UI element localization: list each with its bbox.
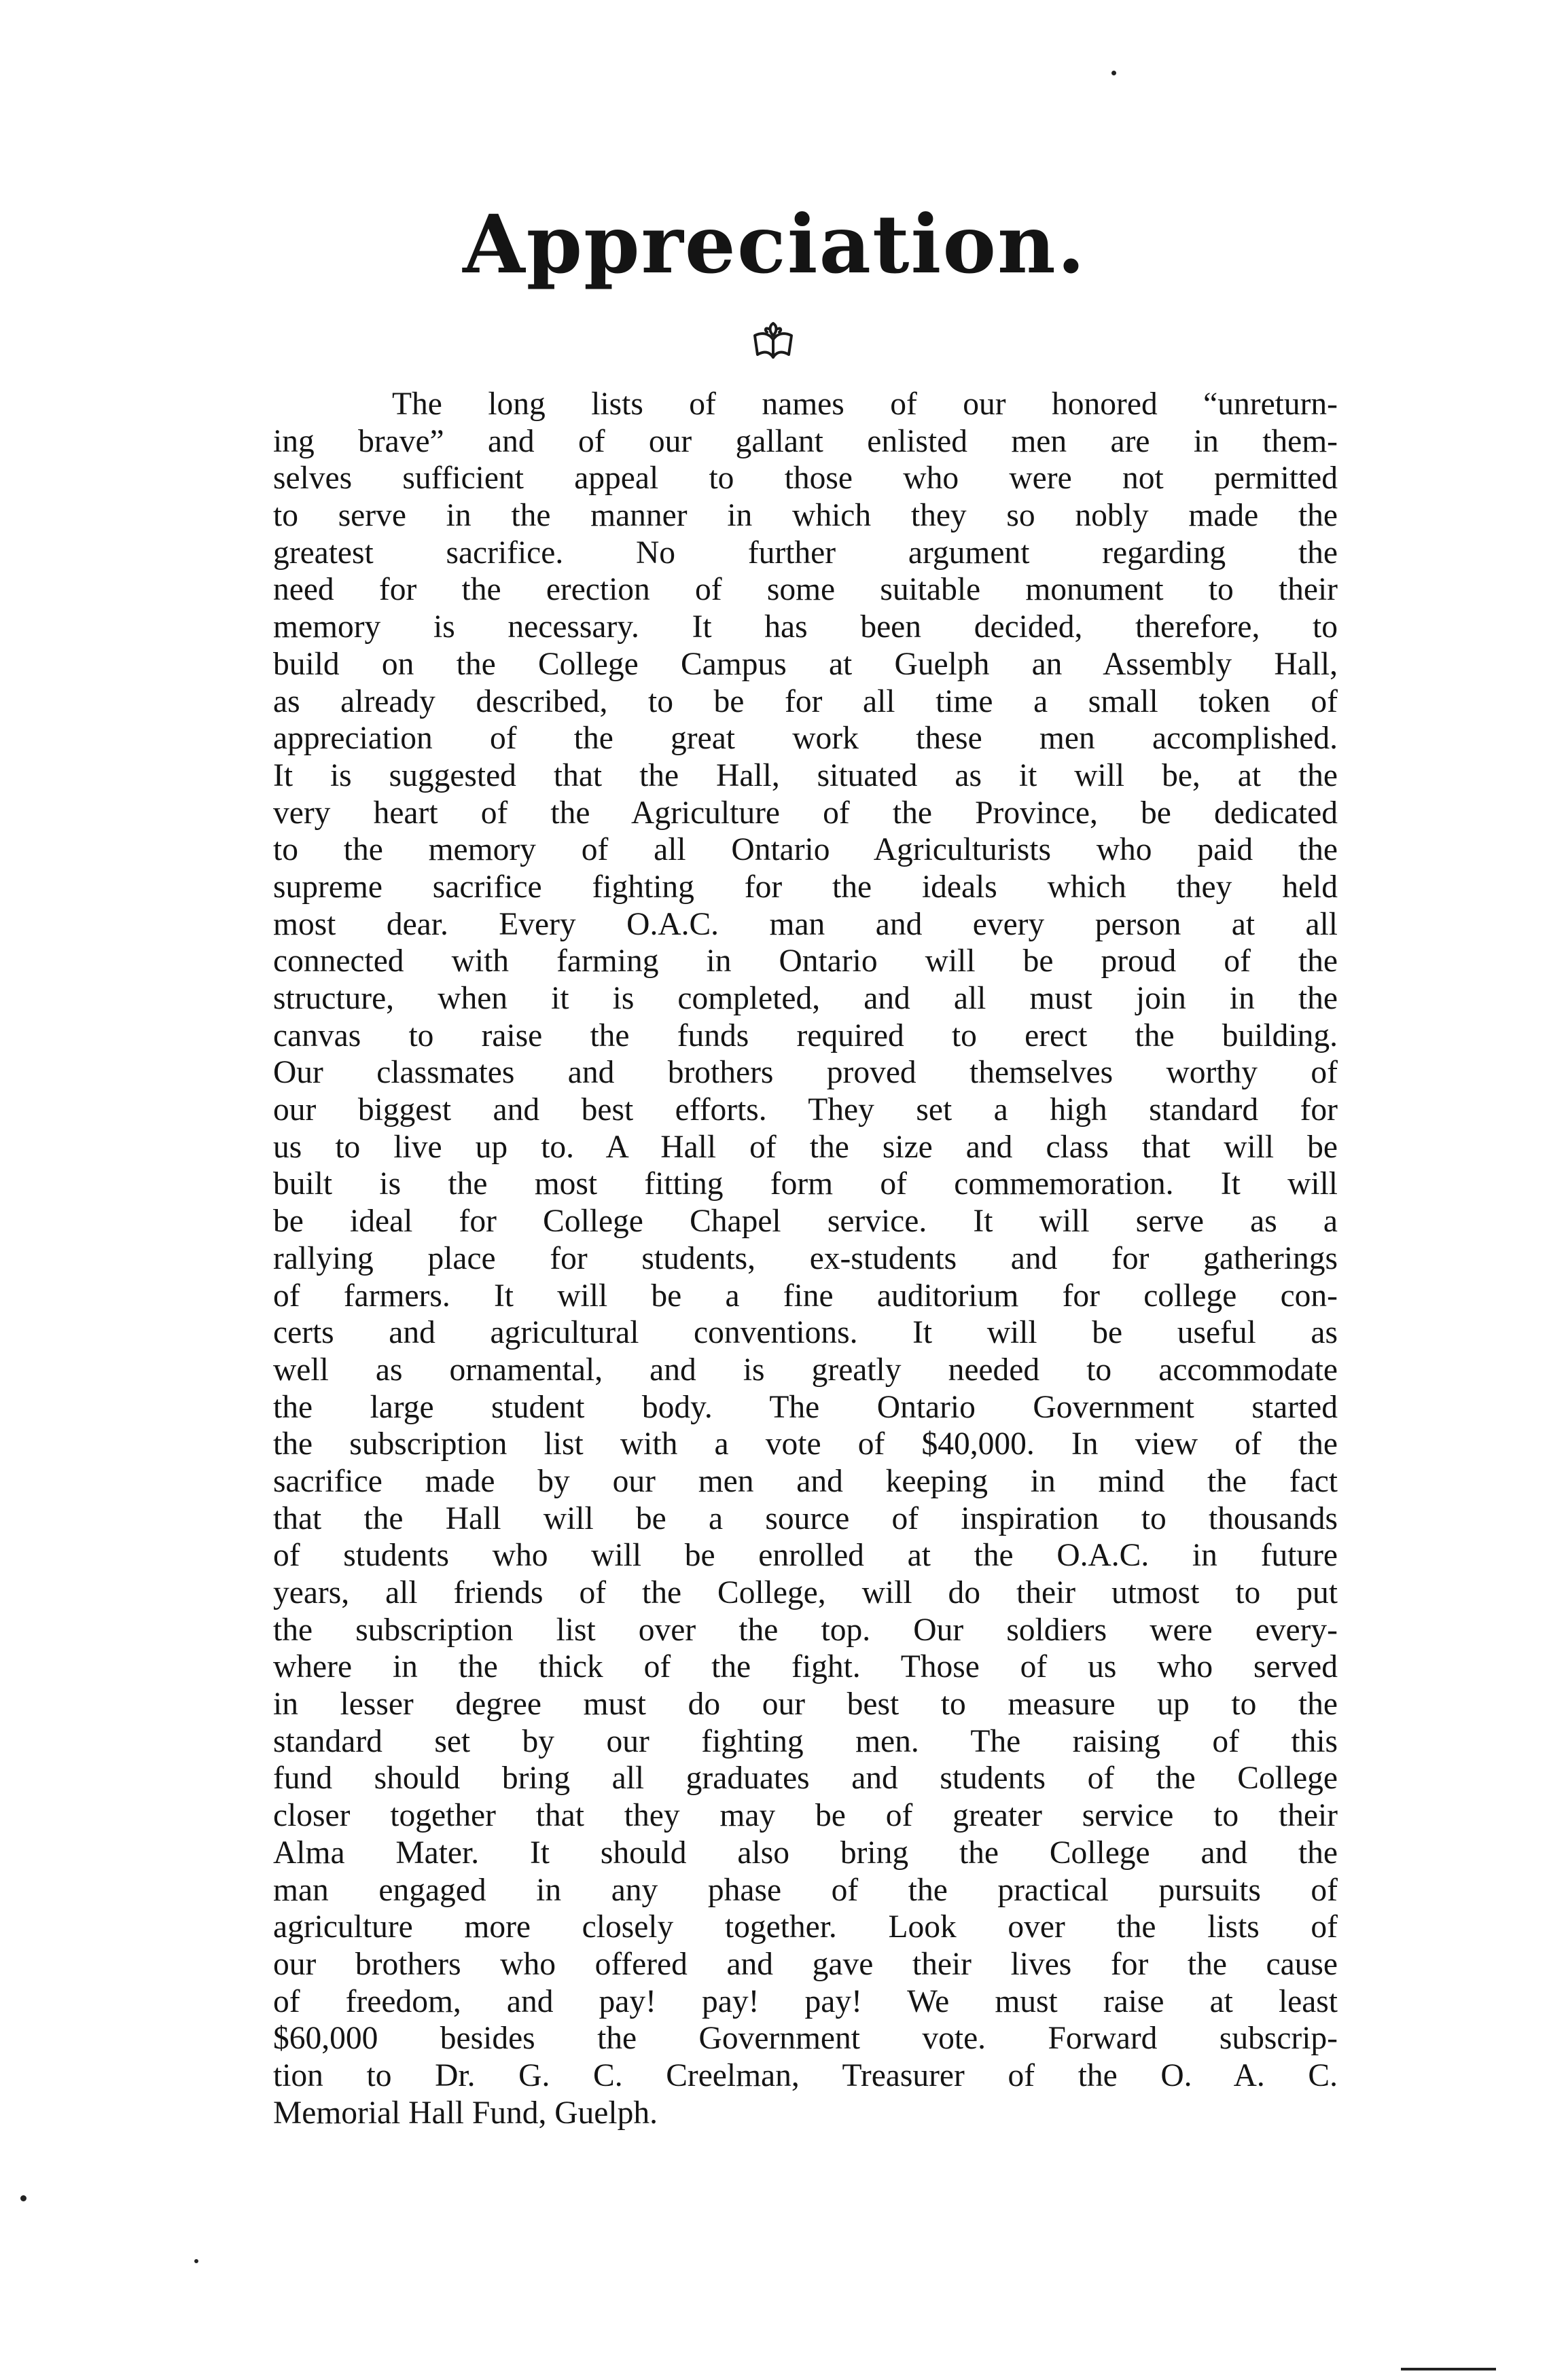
text-line: selves sufficient appeal to those who were not permitted: [273, 461, 1338, 497]
text-line: The long lists of names of our honored “unreturn-: [392, 386, 1338, 422]
text-line: years, all friends of the College, will do their utmost to put: [273, 1575, 1338, 1610]
text-line: greatest sacrifice. No further argument regarding the: [273, 535, 1338, 571]
text-line: of students who will be enrolled at the O.A.C. in future: [273, 1538, 1338, 1574]
text-line: where in the thick of the fight. Those of us who served: [273, 1649, 1338, 1685]
text-line: ing brave” and of our gallant enlisted men are in them-: [273, 423, 1338, 459]
body-paragraph: [273, 386, 1338, 2131]
text-line: the subscription list with a vote of $40,000. In view of the: [273, 1426, 1338, 1462]
text-line: It is suggested that the Hall, situated as it will be, at the: [273, 757, 1338, 793]
page-title: Appreciation.: [463, 197, 1086, 291]
text-line: need for the erection of some suitable monument to their: [273, 572, 1338, 608]
text-line: build on the College Campus at Guelph an Assembly Hall,: [273, 646, 1338, 682]
scan-speck: [20, 2195, 26, 2201]
text-line: appreciation of the great work these men accomplished.: [273, 721, 1338, 757]
text-line: rallying place for students, ex-students and for gatherings: [273, 1240, 1338, 1276]
text-line: well as ornamental, and is greatly needed to accommodate: [273, 1352, 1338, 1388]
text-line: the subscription list over the top. Our soldiers were every-: [273, 1612, 1338, 1648]
text-line: the large student body. The Ontario Government started: [273, 1389, 1338, 1425]
text-line: tion to Dr. G. C. Creelman, Treasurer of the O. A. C.: [273, 2057, 1338, 2093]
text-line: in lesser degree must do our best to measure up to the: [273, 1687, 1338, 1723]
text-line: very heart of the Agriculture of the Province, be dedicated: [273, 795, 1338, 831]
text-line: built is the most fitting form of commemoration. It will: [273, 1166, 1338, 1202]
book-flower-ornament-icon: [751, 319, 796, 364]
text-line: structure, when it is completed, and all must join in the: [273, 981, 1338, 1016]
text-line: Memorial Hall Fund, Guelph.: [273, 2095, 658, 2131]
text-line: us to live up to. A Hall of the size and class that will be: [273, 1129, 1338, 1165]
text-line: of freedom, and pay! pay! pay! We must raise at least: [273, 1983, 1338, 2019]
text-line: certs and agricultural conventions. It will be useful as: [273, 1315, 1338, 1351]
text-line: Our classmates and brothers proved themselves worthy of: [273, 1055, 1338, 1091]
text-line: memory is necessary. It has been decided, therefore, to: [273, 609, 1338, 645]
text-line: sacrifice made by our men and keeping in mind the fact: [273, 1463, 1338, 1499]
text-line: to serve in the manner in which they so nobly made the: [273, 498, 1338, 534]
text-line: connected with farming in Ontario will be proud of the: [273, 943, 1338, 979]
text-line: closer together that they may be of greater service to their: [273, 1798, 1338, 1834]
text-line: canvas to raise the funds required to erect the building.: [273, 1017, 1338, 1053]
text-line: agriculture more closely together. Look over the lists of: [273, 1909, 1338, 1945]
scan-speck: [1111, 71, 1116, 75]
text-line: that the Hall will be a source of inspiration to thousands: [273, 1500, 1338, 1536]
text-line: be ideal for College Chapel service. It will serve as a: [273, 1204, 1338, 1240]
text-line: as already described, to be for all time a small token of: [273, 683, 1338, 719]
text-line: fund should bring all graduates and students of the College: [273, 1761, 1338, 1797]
text-line: $60,000 besides the Government vote. Forward subscrip-: [273, 2021, 1338, 2057]
text-line: most dear. Every O.A.C. man and every person at all: [273, 906, 1338, 942]
text-line: man engaged in any phase of the practical pursuits of: [273, 1872, 1338, 1908]
text-line: Alma Mater. It should also bring the College and the: [273, 1835, 1338, 1871]
text-line: supreme sacrifice fighting for the ideals which they held: [273, 869, 1338, 905]
text-line: our brothers who offered and gave their lives for the cause: [273, 1946, 1338, 1982]
text-line: our biggest and best efforts. They set a high standard for: [273, 1092, 1338, 1128]
text-line: of farmers. It will be a fine auditorium for college con-: [273, 1278, 1338, 1314]
scan-rule-mark: [1401, 2368, 1496, 2370]
text-line: standard set by our fighting men. The raising of this: [273, 1723, 1338, 1759]
text-line: to the memory of all Ontario Agriculturists who paid the: [273, 832, 1338, 868]
scan-speck: [194, 2259, 198, 2263]
